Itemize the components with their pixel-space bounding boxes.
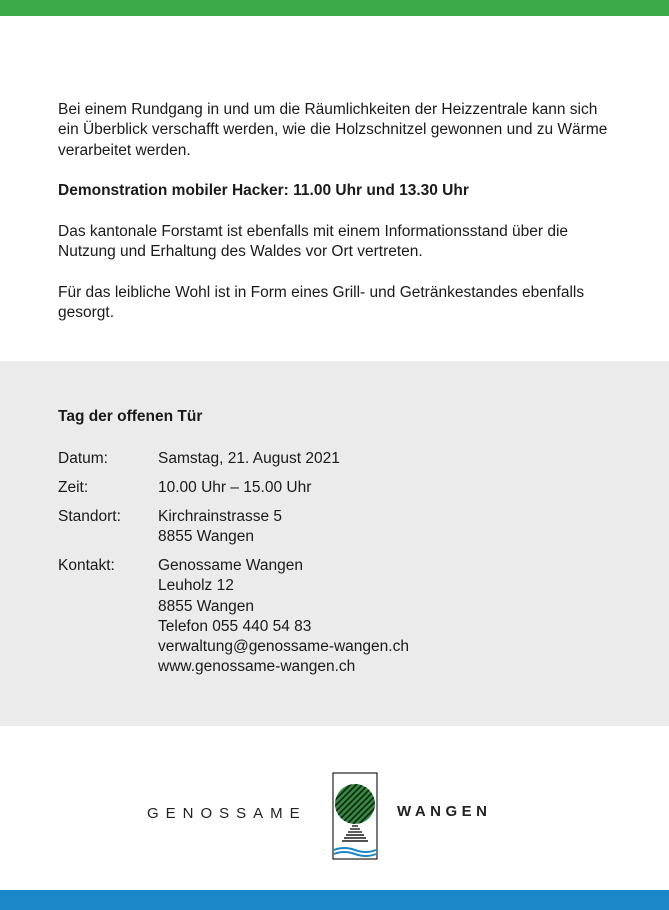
intro-paragraph-3: Für das leibliche Wohl ist in Form eines Grill- und Getränkestandes ebenfalls gesorgt. (58, 283, 585, 321)
event-title: Tag der offenen Tür (58, 408, 203, 425)
tree-emblem-icon (332, 772, 378, 862)
kontakt-name: Genossame Wangen (158, 557, 304, 574)
kontakt-email[interactable]: verwaltung@genossame-wangen.ch (158, 638, 409, 656)
standort-label: Standort: (58, 508, 121, 525)
datum-value: Samstag, 21. August 2021 (158, 450, 340, 467)
zeit-value: 10.00 Uhr – 15.00 Uhr (158, 479, 312, 496)
kontakt-phone: Telefon 055 440 54 83 (158, 617, 312, 635)
datum-label: Datum: (58, 450, 108, 467)
kontakt-value (158, 556, 558, 678)
demonstration-line: Demonstration mobiler Hacker: 11.00 Uhr und 13.30 Uhr (58, 182, 469, 200)
standort-city: 8855 Wangen (158, 528, 254, 546)
top-green-bar (0, 0, 669, 16)
intro-paragraph-2: Das kantonale Forstamt ist ebenfalls mit einem Informationsstand über die Nutzung und Erhaltung des Waldes vor Ort vertreten. (58, 222, 569, 261)
kontakt-website[interactable]: www.genossame-wangen.ch (158, 658, 356, 676)
kontakt-street: Leuholz 12 (158, 577, 234, 595)
kontakt-label: Kontakt: (58, 557, 115, 574)
standort-street: Kirchrainstrasse 5 (158, 508, 283, 525)
kontakt-city: 8855 Wangen (158, 597, 254, 615)
zeit-label: Zeit: (58, 479, 89, 496)
bottom-blue-bar (0, 890, 669, 910)
logo-word-genossame: GENOSSAME (147, 805, 307, 822)
logo-word-wangen: WANGEN (397, 803, 492, 820)
standort-value (158, 507, 558, 548)
genossame-logo (0, 760, 669, 870)
event-info-panel (0, 361, 669, 726)
intro-section (58, 100, 618, 344)
intro-paragraph-1: Bei einem Rundgang in und um die Räumlichkeiten der Heizzentrale kann sich ein Überblick verschafft werden, wie die Holzschnitzel gewonnen und zu Wärme verarbeitet werden. (58, 101, 608, 159)
